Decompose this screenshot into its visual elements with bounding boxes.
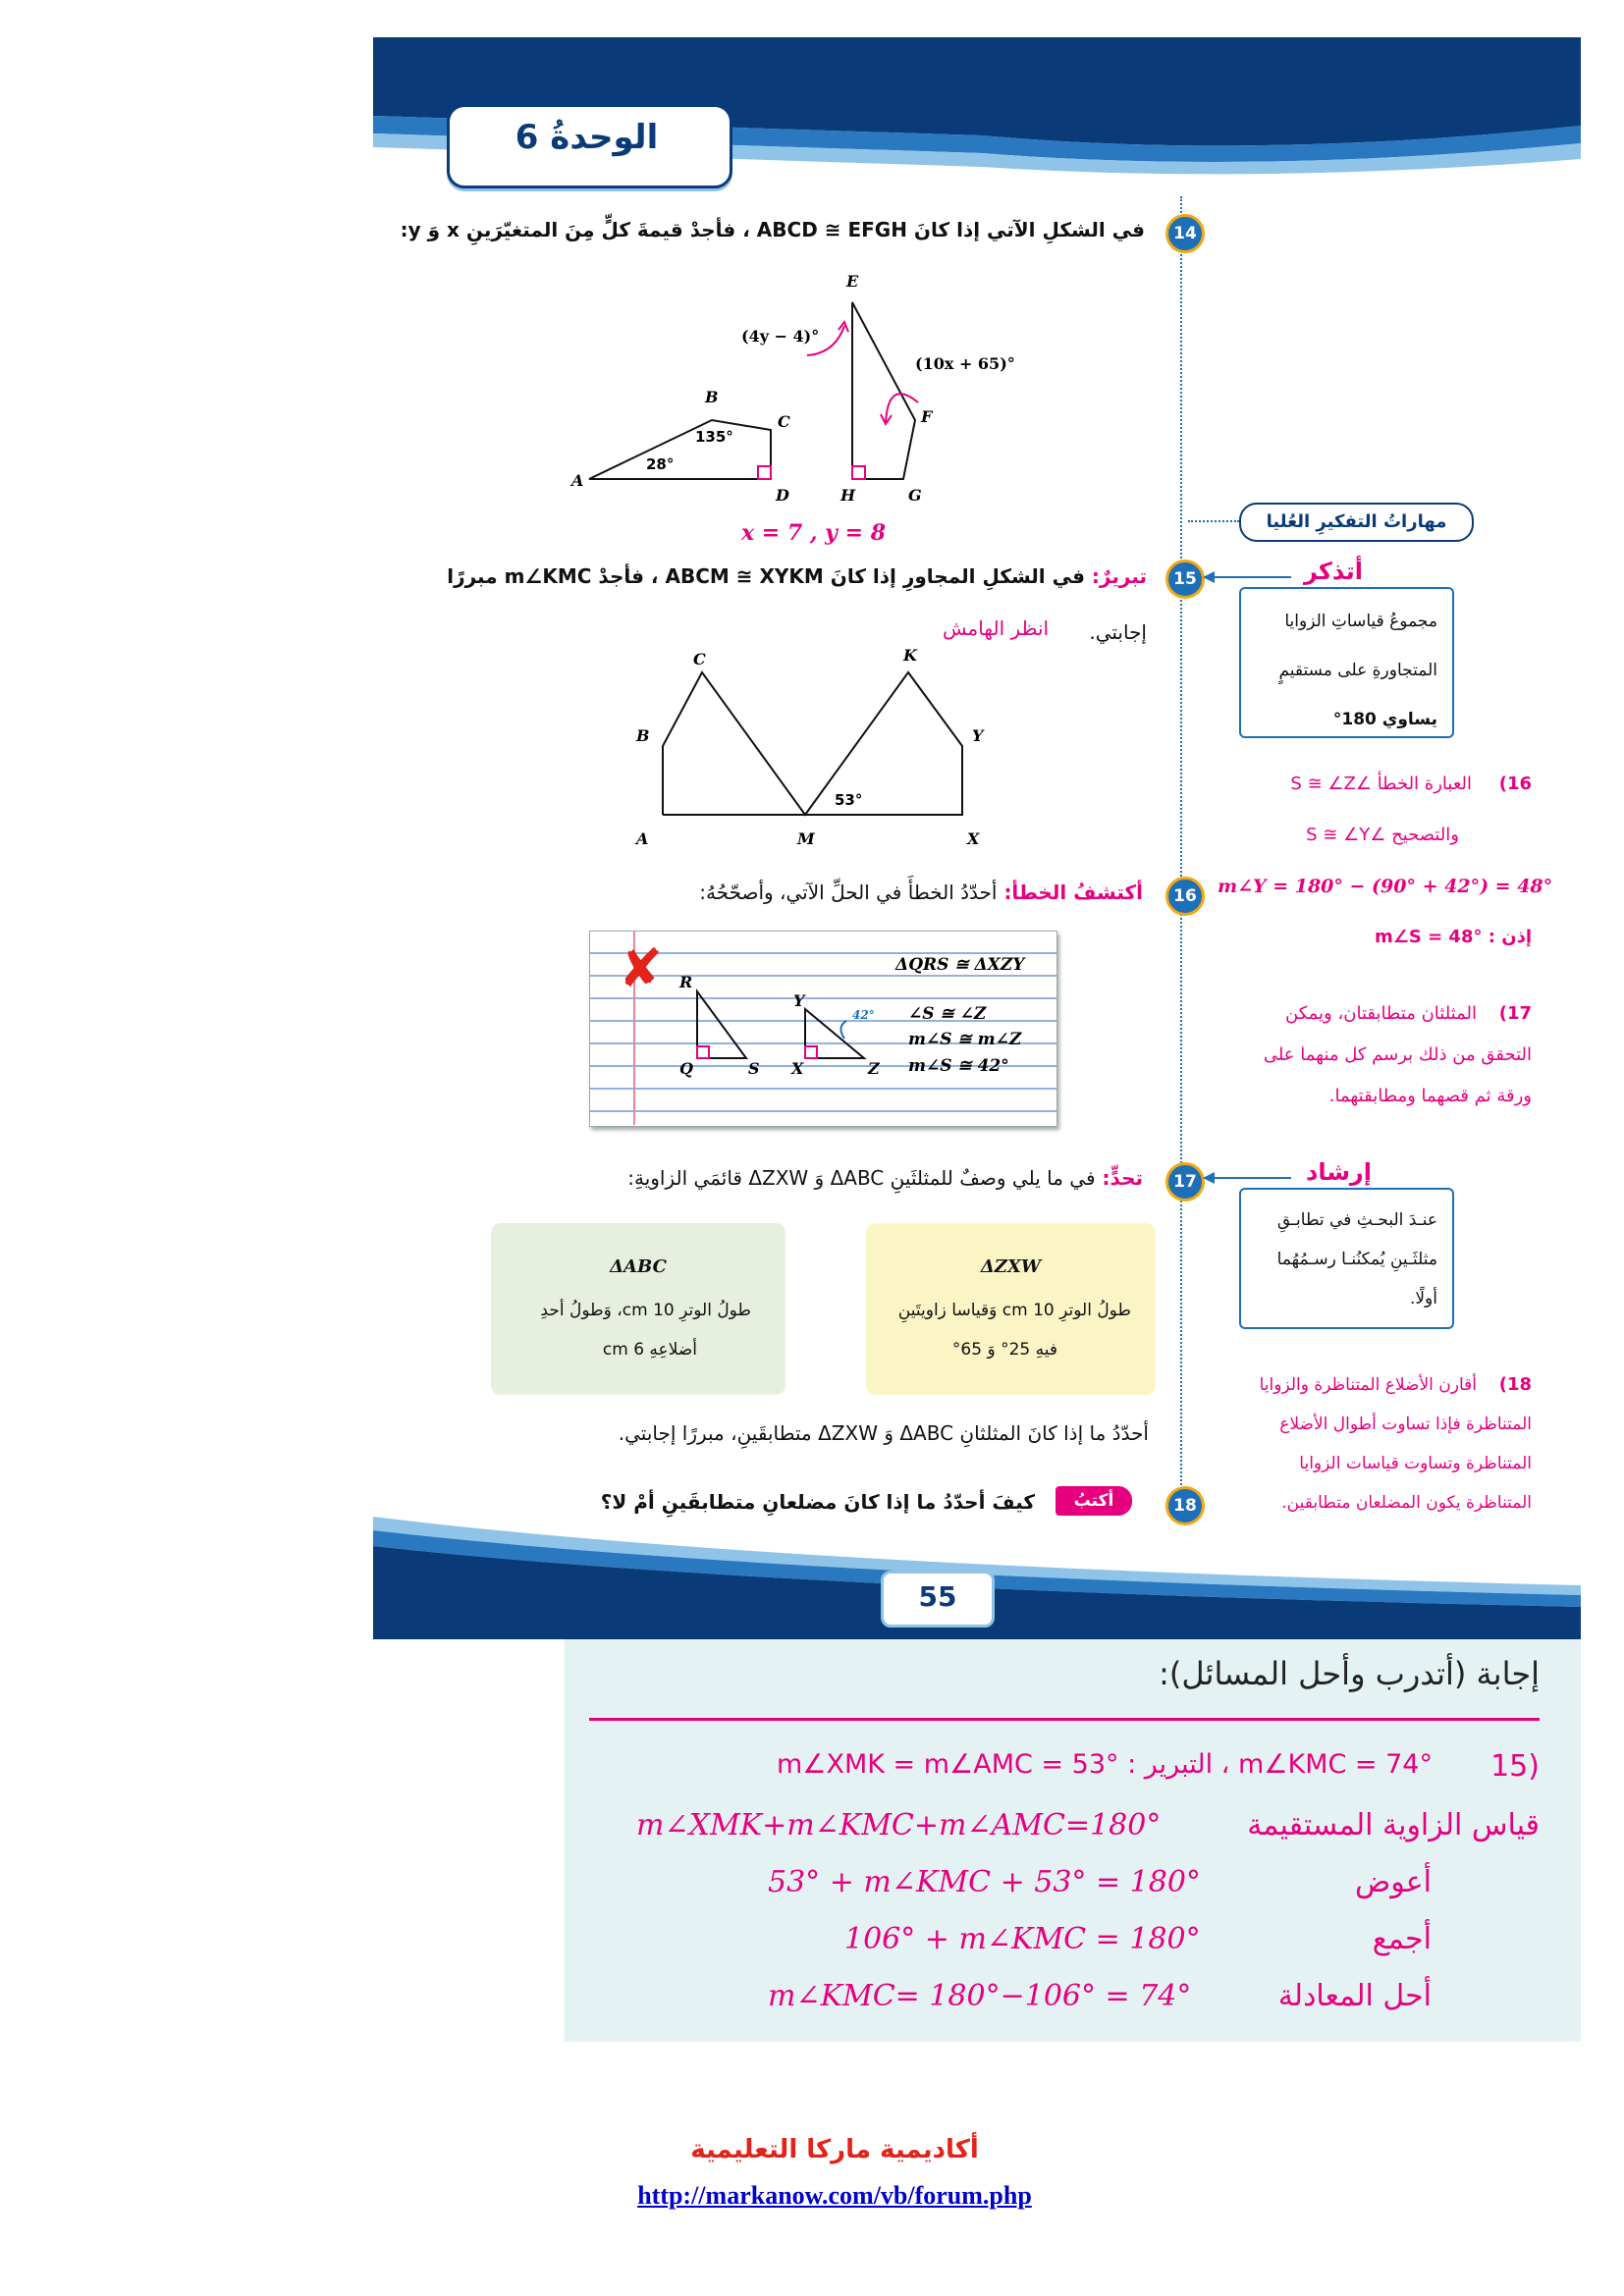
ans16-number: 16)	[1498, 774, 1532, 794]
ans-row3-eq: 53° + m∠KMC + 53° = 180°	[768, 1865, 1201, 1899]
q17-text	[627, 1166, 1143, 1190]
q17-abc-title: ΔABC	[610, 1256, 667, 1277]
ans17-number: 17)	[1498, 1003, 1532, 1024]
q16-body: أحدّدُ الخطأَ في الحلِّ الآتي، وأصحّحُهُ:	[699, 881, 998, 904]
ans16-line3: m∠Y = 180° − (90° + 42°) = 48°	[1218, 876, 1553, 897]
question-number-18: 18	[1165, 1486, 1205, 1525]
q15-label-B: B	[636, 726, 650, 745]
ans-row5-label: أحل المعادلة	[1277, 1979, 1432, 2013]
ans16-line2: والتصحيح ∠S ≅ ∠Y	[1306, 825, 1459, 845]
q14-angle-B: 135°	[695, 428, 733, 446]
q14-label-E: E	[846, 272, 859, 291]
q15-head: تبريرٌ:	[1091, 564, 1147, 588]
ans18-line1: أقارن الأضلاع المتناظرة والزوايا	[1259, 1375, 1477, 1395]
ans-row2-label: قياس الزاوية المستقيمة	[1247, 1808, 1540, 1842]
nb-label-S: S	[748, 1059, 760, 1078]
ans-row3-label: أعوض	[1354, 1865, 1432, 1899]
q16-head: أكتشفُ الخطأ:	[1003, 881, 1143, 904]
column-separator	[1180, 196, 1182, 1512]
q15-label-K: K	[903, 646, 917, 665]
nb-label-Y: Y	[793, 991, 805, 1010]
q14-angle-E: (4y − 4)°	[741, 327, 820, 346]
q17-zxw-line1: طولُ الوترِ 10 cm وَقياسا زاويتَينِ	[897, 1301, 1131, 1320]
q17-abc-line1: طولُ الوترِ 10 cm، وَطولُ أحدِ	[540, 1301, 751, 1320]
hint-line-3: أولًا.	[1409, 1289, 1437, 1308]
q15-label-X: X	[967, 829, 980, 848]
q15-body: في الشكلِ المجاورِ إذا كانَ ABCM ≅ XYKM ، فأجدْ m∠KMC مبررًا	[447, 564, 1085, 588]
ans17-line2: التحقق من ذلك برسم كل منهما على	[1263, 1044, 1532, 1065]
q17-body: في ما يلي وصفٌ للمثلثَينِ ΔABC وَ ΔZXW قائمَي الزاويةِ:	[627, 1166, 1096, 1190]
q17-zxw-title: ΔZXW	[980, 1256, 1042, 1277]
remember-title: أتذكر	[1296, 558, 1371, 585]
remember-line-3: يساوي 180°	[1332, 710, 1437, 729]
nb-line3: m∠S ≅ m∠Z	[908, 1030, 1022, 1049]
hint-line-2: مثلثَـينِ يُمكنُنـا رسـمُهُما	[1276, 1250, 1437, 1269]
wrong-mark-icon: ✘	[619, 937, 664, 999]
remember-arrow	[1203, 567, 1291, 587]
q17-question: أحدّدُ ما إذا كانَ المثلثانِ ΔABC وَ ΔZXW متطابقَينِ، مبررًا إجابتي.	[618, 1421, 1149, 1445]
remember-line-2: المتجاورةِ على مستقيمٍ	[1278, 661, 1437, 680]
nb-line1: ΔQRS ≅ ΔXZY	[895, 955, 1025, 975]
q15-label-M: M	[797, 829, 815, 848]
q16-notebook-figure	[589, 931, 1056, 1125]
ans16-line4: إذن : m∠S = 48°	[1374, 927, 1532, 947]
hint-title: إرشاد	[1298, 1158, 1380, 1186]
q15-label-C: C	[693, 650, 706, 668]
nb-angle: 42°	[852, 1008, 875, 1022]
ans18-number: 18)	[1498, 1374, 1532, 1395]
ans-row4-label: أجمع	[1372, 1922, 1432, 1956]
q18-text: كيفَ أحدّدُ ما إذا كانَ مضلعانِ متطابقَينِ أمْ لا؟	[600, 1490, 1035, 1514]
question-number-17: 17	[1165, 1162, 1205, 1201]
q14-label-G: G	[908, 486, 922, 505]
ans18-line2: المتناظرة فإذا تساوت أطوال الأضلاع	[1279, 1415, 1532, 1434]
q14-label-H: H	[840, 486, 856, 505]
nb-label-R: R	[679, 973, 693, 991]
q17-zxw-line2: فيهِ 25° وَ 65°	[951, 1340, 1057, 1360]
q14-angle-A: 28°	[646, 455, 675, 473]
ans-row4-eq: 106° + m∠KMC = 180°	[844, 1922, 1201, 1956]
q15-figure	[628, 643, 1001, 854]
q18-write-badge: أكتبُ	[1056, 1486, 1132, 1516]
q15-label-A: A	[636, 829, 649, 848]
q15-angle: 53°	[835, 791, 863, 809]
ans16-line1: العبارة الخطأ ∠S ≅ ∠Z	[1290, 774, 1472, 794]
nb-label-Z: Z	[868, 1059, 880, 1078]
q14-text: في الشكلِ الآتي إذا كانَ ABCD ≅ EFGH ، فأجدْ قيمةَ كلٍّ مِنَ المتغيّرَينِ x وَ y:	[400, 218, 1145, 241]
answer-panel-rule	[589, 1718, 1540, 1721]
question-number-15: 15	[1165, 560, 1205, 599]
ans-row1-eq: m∠KMC = 74° ، التبرير : m∠XMK = m∠AMC = 53°	[776, 1749, 1433, 1780]
q14-answer: x = 7 , y = 8	[741, 520, 886, 546]
question-number-14: 14	[1165, 214, 1205, 253]
q14-label-D: D	[776, 486, 789, 505]
q14-angle-F: (10x + 65)°	[915, 354, 1015, 373]
q14-label-A: A	[571, 471, 584, 490]
ans-row1-number: (15	[1490, 1749, 1540, 1784]
forum-link[interactable]: http://markanow.com/vb/forum.php	[637, 2181, 1032, 2210]
q14-label-F: F	[921, 407, 933, 426]
q17-abc-line2: أضلاعِهِ 6 cm	[602, 1340, 697, 1360]
remember-line-1: مجموعُ قياساتِ الزوايا	[1284, 612, 1437, 631]
academy-name: أكاديمية ماركا التعليمية	[690, 2135, 979, 2164]
ans18-line4: المتناظرة يكون المضلعان متطابقين.	[1281, 1493, 1532, 1513]
nb-label-X: X	[791, 1059, 804, 1078]
hint-arrow	[1203, 1168, 1291, 1188]
q14-figure	[550, 265, 1060, 520]
q14-label-B: B	[705, 388, 719, 406]
ans17-line3: ورقة ثم قصهما ومطابقتهما.	[1328, 1086, 1532, 1106]
q15-label-Y: Y	[972, 726, 984, 745]
question-number-16: 16	[1165, 877, 1205, 916]
nb-label-Q: Q	[679, 1059, 693, 1078]
ans17-line1: المثلثان متطابقتان، ويمكن	[1285, 1003, 1477, 1024]
nb-line4: m∠S ≅ 42°	[908, 1056, 1009, 1076]
ans-row2-eq: m∠XMK+m∠KMC+m∠AMC=180°	[636, 1808, 1162, 1842]
hint-line-1: عنـدَ البحـثِ في تطابـقِ	[1276, 1210, 1437, 1230]
q15-margin-note: انظر الهامش	[943, 616, 1050, 640]
q17-head: تحدٍّ:	[1102, 1166, 1143, 1190]
answer-panel-title: إجابة (أتدرب وأحل المسائل):	[1159, 1655, 1540, 1692]
unit-title: الوحدةُ 6	[514, 118, 659, 157]
nb-line2: ∠S ≅ ∠Z	[908, 1004, 987, 1024]
higher-skills-label: مهاراتُ التفكيرِ العُليا	[1239, 503, 1474, 542]
higher-skills-connector	[1188, 520, 1239, 522]
page-number: 55	[918, 1580, 957, 1613]
ans-row5-eq: m∠KMC= 180°−106° = 74°	[768, 1979, 1192, 2013]
q14-label-C: C	[778, 412, 790, 431]
q15-text-line2: إجابتي.	[1089, 620, 1147, 644]
q16-text	[699, 881, 1143, 904]
q15-text	[447, 564, 1147, 588]
ans18-line3: المتناظرة وتساوت قياسات الزوايا	[1299, 1454, 1532, 1473]
